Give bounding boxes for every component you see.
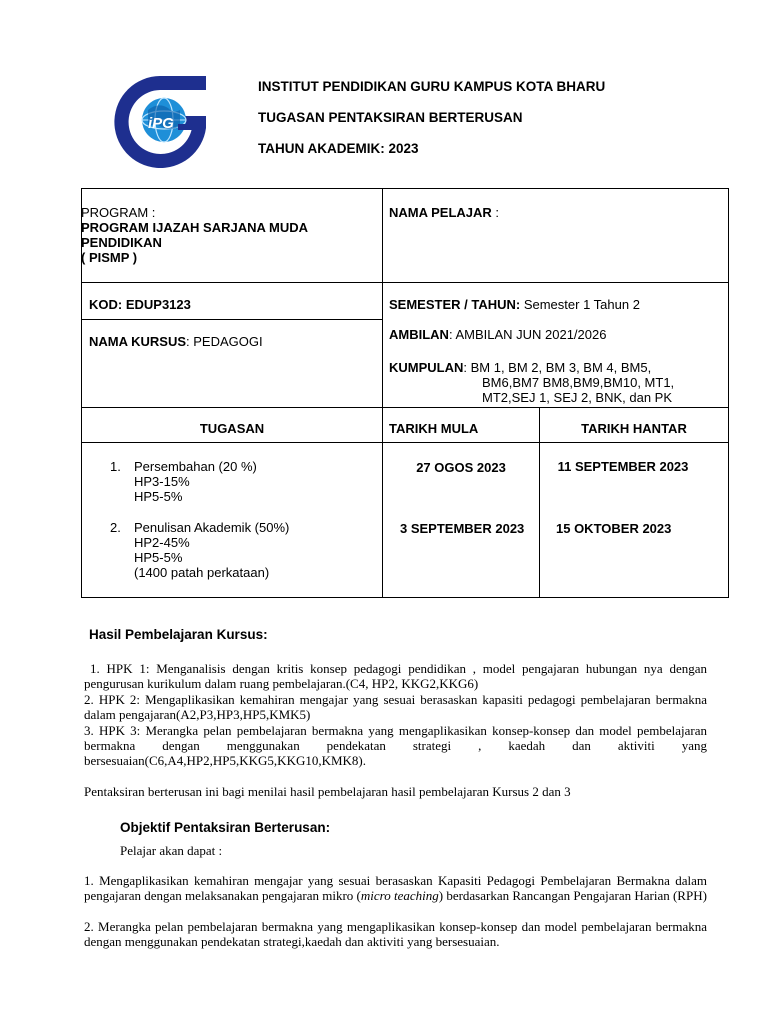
program-line-2: PENDIDIKAN bbox=[81, 235, 162, 250]
kumpulan-line-3: MT2,SEJ 1, SEJ 2, BNK, dan PK bbox=[482, 390, 673, 405]
objective-item-1-italic: micro teaching bbox=[360, 888, 439, 903]
assessment-title: TUGASAN PENTAKSIRAN BERTERUSAN bbox=[258, 110, 523, 125]
program-label: PROGRAM : bbox=[81, 205, 156, 220]
objective-item-2: 2. Merangka pelan pembelajaran bermakna yang mengaplikasikan konsep-konsep dan model pembelajaran bermakna dengan menggunakan pendekatan strategi,kaedah dan aktiviti yang bersesuaian. bbox=[84, 919, 707, 949]
header-tugasan: TUGASAN bbox=[199, 421, 265, 436]
kumpulan bbox=[389, 360, 725, 405]
course-name-value: : PEDAGOGI bbox=[186, 334, 263, 349]
nama-pelajar bbox=[389, 205, 499, 220]
objective-item-1-text-end: ) berdasarkan Rancangan Pengajaran Harian (RPH) bbox=[438, 888, 707, 903]
outcome-item-1: 1. HPK 1: Menganalisis dengan kritis konsep pedagogi pendidikan , model pengajaran hubungan nya dengan pengurusan kurikulum dalam ruang pembelajaran.(C4, HP2, KKG2,KKG6) bbox=[84, 661, 707, 691]
task-1-num: 1. bbox=[110, 459, 121, 474]
nama-pelajar-label: NAMA PELAJAR bbox=[389, 205, 492, 220]
outcome-item-2: 2. HPK 2: Mengaplikasikan kemahiran mengajar yang sesuai berasaskan kapasiti pedagogi pembelajaran bermakna dalam pengajaran(A2,P3,HP3,HP5,KMK5) bbox=[84, 692, 707, 722]
task-1 bbox=[110, 459, 257, 504]
task-2-due-date: 15 OKTOBER 2023 bbox=[556, 521, 672, 536]
objectives-intro: Pelajar akan dapat : bbox=[120, 843, 223, 858]
academic-year: TAHUN AKADEMIK: 2023 bbox=[258, 141, 419, 156]
outcome-item-3: 3. HPK 3: Merangka pelan pembelajaran bermakna yang mengaplikasikan konsep-konsep dan model pembelajaran bermakna dengan menggunakan pendekatan strategi , kaedah dan aktiviti yang bersesuaian(C6,A4,HP2,HP5,KKG5,KKG10,KMK8). bbox=[84, 723, 707, 768]
task-2-detail: HP2-45% bbox=[134, 535, 190, 550]
program-line-3: ( PISMP ) bbox=[81, 250, 138, 265]
task-1-detail: HP3-15% bbox=[134, 474, 190, 489]
task-2-detail: HP5-5% bbox=[134, 550, 183, 565]
outcomes-title: Hasil Pembelajaran Kursus: bbox=[89, 627, 268, 642]
semester-value: Semester 1 Tahun 2 bbox=[520, 297, 640, 312]
kumpulan-label: KUMPULAN bbox=[389, 360, 464, 375]
nama-pelajar-sep: : bbox=[491, 205, 500, 220]
semester-label: SEMESTER / TAHUN: bbox=[389, 297, 521, 312]
course-code: KOD: EDUP3123 bbox=[89, 297, 191, 312]
task-2-detail: (1400 patah perkataan) bbox=[134, 565, 270, 580]
ambilan-value: : AMBILAN JUN 2021/2026 bbox=[448, 327, 607, 342]
objectives-title: Objektif Pentaksiran Berterusan: bbox=[120, 820, 331, 835]
course-name-label: NAMA KURSUS bbox=[89, 334, 187, 349]
task-2-start-date: 3 SEPTEMBER 2023 bbox=[400, 521, 525, 536]
task-2-title: Penulisan Akademik (50%) bbox=[134, 520, 290, 535]
task-2 bbox=[110, 520, 289, 580]
ambilan bbox=[389, 327, 606, 342]
header-tarikh-mula: TARIKH MULA bbox=[389, 421, 479, 436]
objective-item-1 bbox=[84, 873, 707, 903]
logo-text: iPG bbox=[148, 115, 174, 132]
kumpulan-line-1: : BM 1, BM 2, BM 3, BM 4, BM5, bbox=[463, 360, 652, 375]
objective-item-1-text: 1. Mengaplikasikan kemahiran mengajar yang sesuai berasaskan Kapasiti Pedagogi Pembelajaran Bermakna dalam pengajaran dengan melaksanakan pengajaran mikro ( bbox=[84, 873, 707, 903]
task-2-num: 2. bbox=[110, 520, 121, 535]
ipg-logo bbox=[108, 72, 212, 168]
ambilan-label: AMBILAN bbox=[389, 327, 449, 342]
program-line-1: PROGRAM IJAZAH SARJANA MUDA bbox=[81, 220, 309, 235]
header-tarikh-hantar: TARIKH HANTAR bbox=[581, 421, 687, 436]
institute-name: INSTITUT PENDIDIKAN GURU KAMPUS KOTA BHARU bbox=[258, 79, 606, 94]
semester bbox=[389, 297, 640, 312]
task-1-detail: HP5-5% bbox=[134, 489, 183, 504]
outcomes-note: Pentaksiran berterusan ini bagi menilai hasil pembelajaran hasil pembelajaran Kursus 2 dan 3 bbox=[84, 784, 571, 799]
task-1-due-date: 11 SEPTEMBER 2023 bbox=[557, 459, 689, 474]
task-1-start-date: 27 OGOS 2023 bbox=[416, 460, 506, 475]
course-name bbox=[89, 334, 263, 349]
task-1-title: Persembahan (20 %) bbox=[134, 459, 257, 474]
kumpulan-line-2: BM6,BM7 BM8,BM9,BM10, MT1, bbox=[482, 375, 675, 390]
